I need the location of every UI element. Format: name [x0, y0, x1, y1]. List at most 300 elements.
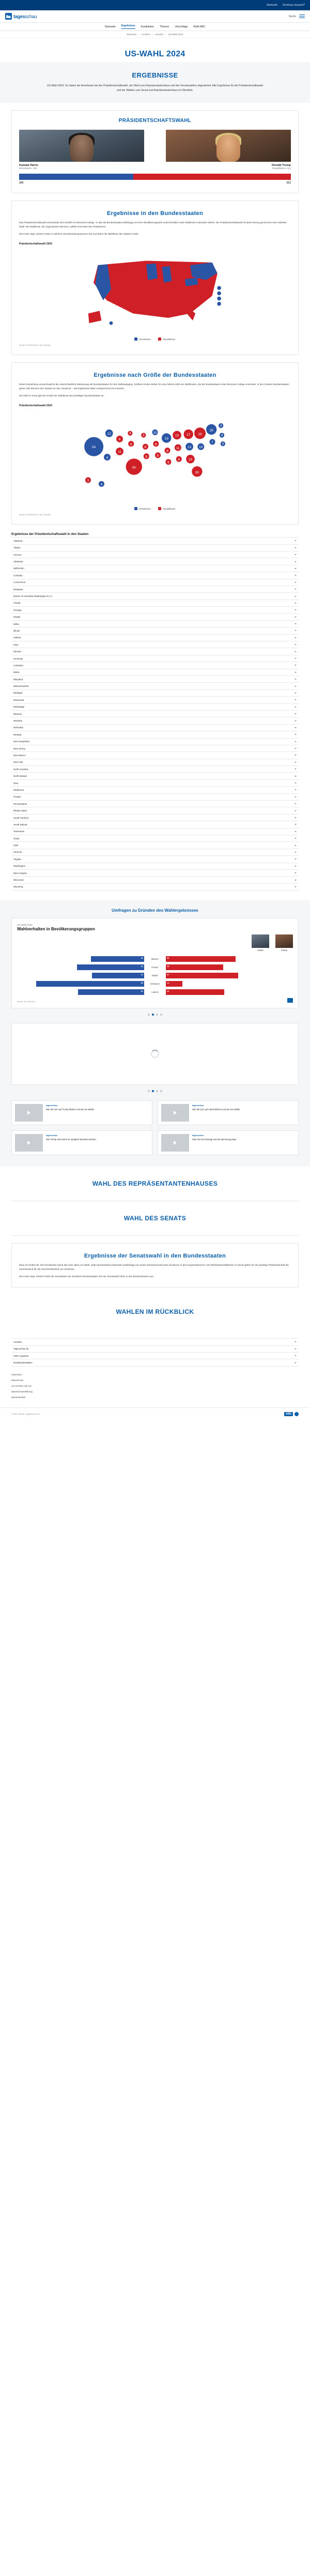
- state-accordion-label: Rhode Island: [13, 809, 27, 812]
- svg-text:11: 11: [176, 446, 180, 450]
- nav-item-umschlaege[interactable]: Umschläge: [175, 25, 188, 28]
- svg-text:8: 8: [145, 455, 148, 459]
- state-accordion-row[interactable]: [11, 641, 299, 648]
- nav-item-ergebnisse[interactable]: Ergebnisse: [121, 24, 135, 29]
- nav-item-kandidaten[interactable]: Kandidaten: [141, 25, 154, 28]
- svg-text:12: 12: [107, 432, 111, 436]
- state-accordion-row[interactable]: [11, 870, 299, 877]
- legend-rep-label: Republikaner: [163, 338, 176, 341]
- site-logo[interactable]: [5, 13, 37, 20]
- state-accordion-label: Massachusetts: [13, 685, 29, 688]
- footer-accordion-row[interactable]: [11, 1359, 299, 1366]
- state-accordion-row[interactable]: [11, 773, 299, 779]
- survey-head-trump: [275, 934, 293, 952]
- ergebnisse-heading: ERGEBNISSE: [132, 71, 178, 79]
- chevron-down-icon: [295, 665, 297, 666]
- chevron-down-icon: [295, 582, 297, 583]
- state-accordion-label: Minnesota: [13, 698, 24, 701]
- chevron-down-icon: [295, 789, 297, 790]
- teaser-text: tagesschau Wie die USA auf Harris blicken und wie sie wählte: [192, 1104, 240, 1111]
- survey-bars: [17, 956, 293, 995]
- breadcrumb: Startseite › Ausland › Amerika › US-Wahl 2024: [0, 31, 310, 38]
- svg-text:6: 6: [130, 442, 132, 447]
- footer-accordion: [11, 1338, 299, 1367]
- state-accordion-row[interactable]: [11, 676, 299, 683]
- legend-dem-label: Demokraten: [139, 338, 151, 341]
- state-accordion-label: Idaho: [13, 622, 19, 625]
- footer-accordion-row[interactable]: [11, 1339, 299, 1345]
- play-icon[interactable]: [15, 1104, 43, 1122]
- chevron-down-icon: [295, 589, 297, 590]
- state-accordion-label: Maine: [13, 671, 20, 674]
- candidate-photo-trump: [166, 130, 291, 162]
- survey-bar-trump-value: 45: [167, 965, 169, 968]
- svg-text:4: 4: [100, 483, 103, 487]
- chevron-down-icon: [295, 547, 297, 548]
- masthead-actions: [289, 14, 305, 19]
- state-accordion-row[interactable]: [11, 565, 299, 572]
- state-accordion-row[interactable]: [11, 849, 299, 856]
- state-accordion-row[interactable]: [11, 690, 299, 697]
- state-accordion-row[interactable]: [11, 815, 299, 821]
- state-accordion-row[interactable]: [11, 766, 299, 773]
- state-accordion-row[interactable]: [11, 600, 299, 607]
- bubble-p2: Die Zahl im Kreis gibt die Anzahl der Wahlleute des jeweiligen Bundesstaates an.: [19, 394, 105, 397]
- carousel-dot-2[interactable]: [156, 1014, 158, 1016]
- state-accordion-label: Maryland: [13, 678, 23, 681]
- carousel-dot-3[interactable]: [160, 1014, 162, 1016]
- legend-dem-bubble: [134, 507, 151, 510]
- state-accordion-row[interactable]: [11, 614, 299, 620]
- chevron-down-icon: [295, 686, 297, 687]
- state-accordion-label: Arkansas: [13, 560, 23, 563]
- play-icon[interactable]: [161, 1104, 189, 1122]
- svg-text:10: 10: [199, 446, 203, 450]
- survey-bar-row: [17, 980, 293, 987]
- teaser-kicker: tagesschau: [46, 1134, 58, 1137]
- state-accordion-row[interactable]: [11, 787, 299, 793]
- chevron-down-icon: [295, 824, 297, 825]
- page-title: US-WAHL 2024: [125, 50, 185, 58]
- svg-text:40: 40: [132, 466, 136, 470]
- chevron-down-icon: [295, 776, 297, 777]
- teaser-kicker: tagesschau: [192, 1134, 204, 1137]
- teaser-text: tagesschau Wie die USA auf Trump blicken und wie sie wählte: [46, 1104, 95, 1111]
- utility-link-sendung[interactable]: Sendung verpasst?: [282, 4, 305, 7]
- svg-text:13: 13: [187, 446, 192, 450]
- state-accordion-label: Connecticut: [13, 581, 26, 584]
- bubble-source: Quelle: AP/Election in den Staaten: [19, 513, 51, 516]
- survey-bar-left: [17, 989, 144, 995]
- electoral-rep-count: 312: [286, 181, 291, 185]
- candidate-party-harris: Demokraten, 226: [19, 167, 37, 170]
- ergebnisse-intro: [0, 62, 310, 103]
- survey-bar-row: [17, 989, 293, 995]
- chevron-down-icon: [295, 734, 297, 735]
- state-accordion-row[interactable]: [11, 579, 299, 586]
- state-accordion-row[interactable]: [11, 725, 299, 731]
- state-results-section: [11, 201, 299, 355]
- state-accordion-row[interactable]: [11, 731, 299, 738]
- state-accordion-row[interactable]: [11, 821, 299, 828]
- survey-bar-harris: [78, 989, 144, 995]
- state-accordion-row[interactable]: [11, 558, 299, 565]
- praesidentschaftswahl-title: PRÄSIDENTSCHAFTSWAHL: [118, 118, 192, 124]
- breadcrumb-item-0[interactable]: Startseite: [127, 33, 137, 36]
- footer-accordion-label: ARD-Angebote: [13, 1354, 29, 1357]
- chevron-down-icon: [295, 554, 297, 555]
- loading-spinner-icon: [151, 1050, 159, 1058]
- electoral-bar: [19, 174, 291, 180]
- chevron-down-icon: [295, 803, 297, 804]
- main-nav: [0, 23, 310, 31]
- survey-bar-right: [166, 956, 293, 962]
- chevron-down-icon: [295, 561, 297, 562]
- map-source: Quelle: AP/Election in den Staaten: [19, 344, 51, 347]
- carousel2-dot-3[interactable]: [160, 1090, 162, 1092]
- ergebnisse-text: US-Wahl 2024: So haben die Amerikaner bei der Präsidentschaftswahl, der Wahl zum Repräsentantenhaus und den Senatswahlen abgestimmt. Alle Ergebnisse für die Präsidentschaftswahl und der Wahlen zum Senat und Repräsentantenhaus im Überblick.: [47, 84, 264, 92]
- tagesschau-logo-icon: [5, 13, 12, 20]
- masthead: [0, 10, 310, 23]
- state-accordion-row[interactable]: [11, 655, 299, 662]
- candidate-name-harris: Kamala Harris: [19, 164, 38, 167]
- loading-placeholder: [11, 1023, 299, 1085]
- state-accordion-row[interactable]: [11, 662, 299, 669]
- footer-accordion-label: Tagesschau.de: [13, 1347, 29, 1351]
- chevron-down-icon: [295, 603, 297, 604]
- state-accordion-label: Vermont: [13, 851, 22, 854]
- svg-text:3: 3: [87, 479, 89, 483]
- state-accordion-row[interactable]: [11, 704, 299, 711]
- survey-bar-harris-value: 53: [141, 965, 143, 968]
- state-accordion-row[interactable]: [11, 551, 299, 558]
- house-section: [0, 1167, 310, 1201]
- state-accordion-label: Delaware: [13, 588, 23, 591]
- chevron-down-icon: [295, 540, 297, 541]
- chevron-down-icon: [295, 1348, 297, 1350]
- svg-text:54: 54: [91, 446, 96, 450]
- state-accordion-row[interactable]: [11, 586, 299, 593]
- svg-text:17: 17: [187, 433, 191, 437]
- svg-text:6: 6: [155, 442, 157, 447]
- legend-dem-bubble-label: Demokraten: [139, 507, 151, 510]
- chevron-down-icon: [295, 672, 297, 673]
- state-accordion-label: Tennessee: [13, 830, 25, 833]
- survey-bar-harris-value: 52: [141, 990, 143, 993]
- chevron-down-icon: [295, 575, 297, 576]
- state-accordion-label: Oklahoma: [13, 788, 24, 791]
- footer-link[interactable]: So erreichen Sie uns: [11, 1384, 32, 1387]
- svg-text:3: 3: [142, 433, 145, 437]
- state-accordion-row[interactable]: [11, 711, 299, 717]
- map-chart-label: Präsidentschaftswahl 2024: [19, 242, 52, 246]
- survey-bar-label: Weiße: [151, 974, 159, 977]
- footer-accordion-row[interactable]: [11, 1346, 299, 1353]
- survey-head-trump-name: Trump: [281, 949, 287, 952]
- retrospective-section: [0, 1295, 310, 1329]
- state-results-p1: Das Präsidentschaftswahl entscheidet sich letztlich im Electoral College. In das die Bundesstaaten abhängig von ihrer Bevölkerungszahl unterschiedlich viele Wahlleute entsenden dürfen. Die Präsidentschaftswahl ist damit streng genommen eine indirekte Wahl: Die Wahlleute, die sogenannten Electors, wählen ihrerseits den Präsidenten.: [19, 221, 287, 228]
- survey-heading: Umfragen zu Gründen des Wahlergebnisses: [112, 908, 198, 913]
- survey-bar-trump: [166, 956, 236, 962]
- svg-text:15: 15: [175, 434, 179, 438]
- state-accordion-row[interactable]: [11, 607, 299, 614]
- survey-bar-left: [17, 956, 144, 962]
- chevron-down-icon: [295, 769, 297, 770]
- video-teaser[interactable]: [11, 1130, 152, 1155]
- retrospective-heading: WAHLEN IM RÜCKBLICK: [116, 1308, 194, 1316]
- senate-results-p1: Etwa ein Drittel der 100 Senatssitze stand alle zwei Jahre zur Wahl. Jeder Bundesstaat entsendet unabhängig von seiner Einwohnerzahl zwei Senatoren in die Kongresskammer. Die Mehrheitsverhältnisse im Senat gelten für die jeweilige Präsidentschaft als entscheidend für die Durchsetzbarkeit von Gesetzen.: [19, 1264, 289, 1271]
- survey-bar-harris: [91, 956, 144, 962]
- nav-item-themen[interactable]: Themen: [159, 25, 169, 28]
- svg-text:28: 28: [209, 428, 213, 433]
- praesidentschaftswahl-card: [11, 110, 299, 193]
- survey-bar-row: [17, 972, 293, 978]
- breadcrumb-item-1[interactable]: Ausland: [141, 33, 150, 36]
- svg-text:9: 9: [178, 458, 180, 462]
- footer-link[interactable]: Barrierefreiheit: [11, 1396, 26, 1399]
- survey-bar-harris: [36, 981, 144, 987]
- survey-source: Quelle: AP VoteCast: [17, 1001, 35, 1003]
- footer-links: [11, 1372, 299, 1400]
- chevron-down-icon: [295, 762, 297, 763]
- footer-link[interactable]: Datenschutzerklärung: [11, 1390, 33, 1393]
- survey-title: Wahlverhalten in Bevölkerungsgruppen: [17, 927, 95, 932]
- bubble-chart-label: Präsidentschaftswahl 2024: [19, 404, 52, 408]
- state-accordion-row[interactable]: [11, 745, 299, 752]
- chevron-down-icon: [295, 623, 297, 624]
- survey-bar-right: [166, 973, 293, 978]
- chevron-down-icon: [295, 886, 297, 887]
- senate-results-section: [11, 1243, 299, 1287]
- teaser-kicker: tagesschau: [192, 1104, 204, 1107]
- candidate-trump[interactable]: [166, 130, 291, 170]
- copyright: © ARD-aktuell / tagesschau.de: [11, 1413, 40, 1416]
- carousel-dot-1[interactable]: [152, 1014, 154, 1016]
- chevron-down-icon: [295, 596, 297, 597]
- chevron-down-icon: [295, 617, 297, 618]
- survey-bar-label: Schwarze: [150, 982, 160, 985]
- utility-bar: [0, 0, 310, 10]
- video-teaser[interactable]: [11, 1100, 152, 1125]
- video-teasers: [11, 1100, 299, 1155]
- candidate-harris[interactable]: [19, 130, 144, 170]
- survey-bar-trump-value: 57: [167, 973, 169, 976]
- state-accordion-row[interactable]: [11, 635, 299, 641]
- state-accordion-row[interactable]: [11, 863, 299, 870]
- map-legend: [19, 338, 291, 341]
- survey-bar-label: Männer: [151, 957, 159, 960]
- state-accordion-label: North Dakota: [13, 775, 27, 778]
- senate-results-heading: Ergebnisse der Senatswahl in den Bundesstaaten: [84, 1253, 226, 1260]
- state-accordion-label: Kentucky: [13, 657, 23, 660]
- carousel2-dot-0[interactable]: [148, 1090, 150, 1092]
- chevron-down-icon: [295, 679, 297, 680]
- state-accordion-label: New York: [13, 761, 23, 764]
- state-accordion-label: Kalifornien: [13, 567, 24, 570]
- survey-bar-harris-value: 41: [141, 973, 143, 976]
- video-teaser[interactable]: [158, 1100, 299, 1125]
- nav-item-startseite[interactable]: Startseite: [104, 25, 116, 28]
- tagesschau-logo-icon-small: [287, 998, 293, 1003]
- survey-bar-left: [17, 973, 144, 978]
- state-accordion-label: Iowa: [13, 643, 19, 646]
- state-accordion-label: West Virginia: [13, 871, 27, 875]
- state-accordion-row[interactable]: [11, 669, 299, 676]
- footer-link[interactable]: Datenschutz: [11, 1378, 24, 1382]
- usa-choropleth-map[interactable]: [19, 248, 291, 335]
- state-accordion-label: Florida: [13, 602, 21, 605]
- survey-bar-right: [166, 989, 293, 995]
- state-accordion-row[interactable]: [11, 801, 299, 807]
- survey-bar-trump-value: 13: [167, 982, 169, 985]
- chevron-down-icon: [295, 748, 297, 749]
- state-accordion-row[interactable]: [11, 807, 299, 814]
- video-teaser[interactable]: [158, 1130, 299, 1155]
- survey-carousel-dots: [11, 1014, 299, 1016]
- legend-dem: [134, 338, 151, 341]
- state-accordion-row[interactable]: [11, 877, 299, 883]
- chevron-down-icon: [295, 1362, 297, 1363]
- state-accordion-row[interactable]: [11, 572, 299, 579]
- survey-bar-label: Latinos: [151, 990, 159, 993]
- state-accordion-label: South Carolina: [13, 816, 29, 819]
- state-accordion-row[interactable]: [11, 593, 299, 600]
- chevron-down-icon: [295, 1355, 297, 1356]
- survey-candidate-heads: [17, 934, 293, 952]
- teaser-kicker: tagesschau: [46, 1104, 58, 1107]
- usa-bubble-map[interactable]: [19, 409, 291, 505]
- bubble-legend: [19, 507, 291, 510]
- svg-text:19: 19: [164, 437, 168, 441]
- state-accordion-label: Louisiana: [13, 664, 23, 667]
- state-accordion-label: Wyoming: [13, 885, 23, 888]
- survey-head-harris-name: Harris: [257, 949, 264, 952]
- states-accordion-title: Ergebnisse der Präsidentschaftswahl in den Staaten: [11, 533, 89, 536]
- chevron-down-icon: [295, 783, 297, 784]
- search-label[interactable]: Suche: [288, 14, 296, 18]
- svg-text:10: 10: [153, 431, 157, 435]
- candidate-name-trump: Donald Trump: [272, 164, 291, 167]
- utility-link-startseite[interactable]: Startseite: [266, 4, 277, 7]
- svg-text:8: 8: [166, 449, 168, 453]
- chevron-down-icon: [295, 831, 297, 832]
- chevron-down-icon: [295, 699, 297, 700]
- carousel-dot-0[interactable]: [148, 1014, 150, 1016]
- svg-text:16: 16: [188, 458, 193, 462]
- state-accordion-row[interactable]: [11, 759, 299, 766]
- svg-text:30: 30: [195, 471, 199, 475]
- chevron-down-icon: [295, 720, 297, 722]
- survey-footer: [17, 998, 293, 1003]
- state-accordion-row[interactable]: [11, 842, 299, 849]
- footer-accordion-label: Ausland: [13, 1340, 22, 1343]
- state-accordion-row[interactable]: [11, 856, 299, 863]
- teaser-text: tagesschau Wie Trump und Harris im Vergleich bewertet werden: [46, 1134, 96, 1141]
- divider-2: [11, 1235, 299, 1236]
- survey-head-harris: [252, 934, 269, 952]
- chevron-down-icon: [295, 852, 297, 853]
- chevron-down-icon: [295, 755, 297, 756]
- state-accordion-row[interactable]: [11, 794, 299, 801]
- svg-text:4: 4: [129, 432, 131, 436]
- state-accordion-row[interactable]: [11, 627, 299, 634]
- house-heading: WAHL DES REPRÄSENTANTENHAUSES: [92, 1180, 218, 1188]
- survey-bar-harris: [92, 973, 144, 978]
- state-accordion-label: Virginia: [13, 857, 21, 861]
- survey-bar-trump: [166, 981, 182, 987]
- logo-text-light: schau: [25, 13, 37, 19]
- chevron-down-icon: [295, 609, 297, 610]
- ard-logo[interactable]: [284, 1412, 299, 1416]
- state-accordion-row[interactable]: [11, 739, 299, 745]
- state-accordion-label: Washington: [13, 865, 26, 868]
- svg-text:11: 11: [118, 450, 121, 454]
- chevron-down-icon: [295, 727, 297, 728]
- chevron-down-icon: [295, 845, 297, 846]
- state-accordion-row[interactable]: [11, 545, 299, 551]
- chevron-down-icon: [295, 1341, 297, 1342]
- bubble-results-section: [11, 362, 299, 525]
- breadcrumb-item-2[interactable]: Amerika: [154, 33, 164, 36]
- legend-rep: [158, 338, 176, 341]
- survey-bar-trump: [166, 989, 224, 995]
- state-accordion-label: Oregon: [13, 795, 21, 799]
- state-accordion-label: Ohio: [13, 781, 19, 785]
- survey-bar-harris-value: 85: [141, 982, 143, 985]
- survey-card: [11, 918, 299, 1008]
- footer-link[interactable]: Impressum: [11, 1373, 22, 1376]
- state-accordion-row[interactable]: [11, 717, 299, 724]
- chevron-down-icon: [295, 644, 297, 645]
- state-accordion-row[interactable]: [11, 835, 299, 842]
- state-accordion-row[interactable]: [11, 829, 299, 835]
- state-accordion-label: New Mexico: [13, 754, 26, 757]
- state-accordion-row[interactable]: [11, 683, 299, 689]
- state-accordion-row[interactable]: [11, 780, 299, 787]
- svg-text:6: 6: [167, 461, 169, 465]
- state-accordion-label: New Hampshire: [13, 740, 30, 743]
- state-accordion-row[interactable]: [11, 621, 299, 627]
- state-accordion-label: Alaska: [13, 546, 21, 549]
- carousel2-dot-1[interactable]: [152, 1090, 154, 1092]
- candidate-party-trump: Republikaner, 312: [272, 167, 291, 170]
- breadcrumb-item-3: US-Wahl 2024: [168, 33, 183, 36]
- play-icon[interactable]: [161, 1134, 189, 1152]
- play-icon[interactable]: [15, 1134, 43, 1152]
- teaser-text: tagesschau Was die USA bewegt und die Stimmung prägt: [192, 1134, 236, 1141]
- survey-bar-trump-value: 46: [167, 990, 169, 993]
- svg-text:6: 6: [144, 446, 147, 450]
- state-accordion-row[interactable]: [11, 538, 299, 544]
- bubble-heading: Ergebnisse nach Größe der Bundesstaaten: [94, 372, 216, 379]
- state-accordion-row[interactable]: [11, 884, 299, 891]
- nav-item-wahl-abc[interactable]: Wahl-ABC: [193, 25, 206, 28]
- survey-kicker: US-Wahl 2024: [17, 924, 33, 927]
- carousel2-dot-2[interactable]: [156, 1090, 158, 1092]
- state-accordion-label: New Jersey: [13, 747, 25, 750]
- state-accordion-row[interactable]: [11, 648, 299, 655]
- chevron-down-icon: [295, 872, 297, 873]
- state-accordion-row[interactable]: [11, 752, 299, 759]
- menu-icon[interactable]: [299, 14, 305, 19]
- senate-section: [0, 1201, 310, 1235]
- svg-text:3: 3: [222, 442, 224, 446]
- chevron-down-icon: [295, 817, 297, 818]
- state-accordion-row[interactable]: [11, 697, 299, 703]
- footer-accordion-row[interactable]: [11, 1353, 299, 1359]
- senate-results-p2: Die Karte zeigt, welche Partei die Senatssitze der einzelnen Bundesstaaten bei der Senatswahl 2024 in den Bundesstaaten aus.: [19, 1275, 154, 1278]
- survey-carousel-dots-2: [11, 1090, 299, 1092]
